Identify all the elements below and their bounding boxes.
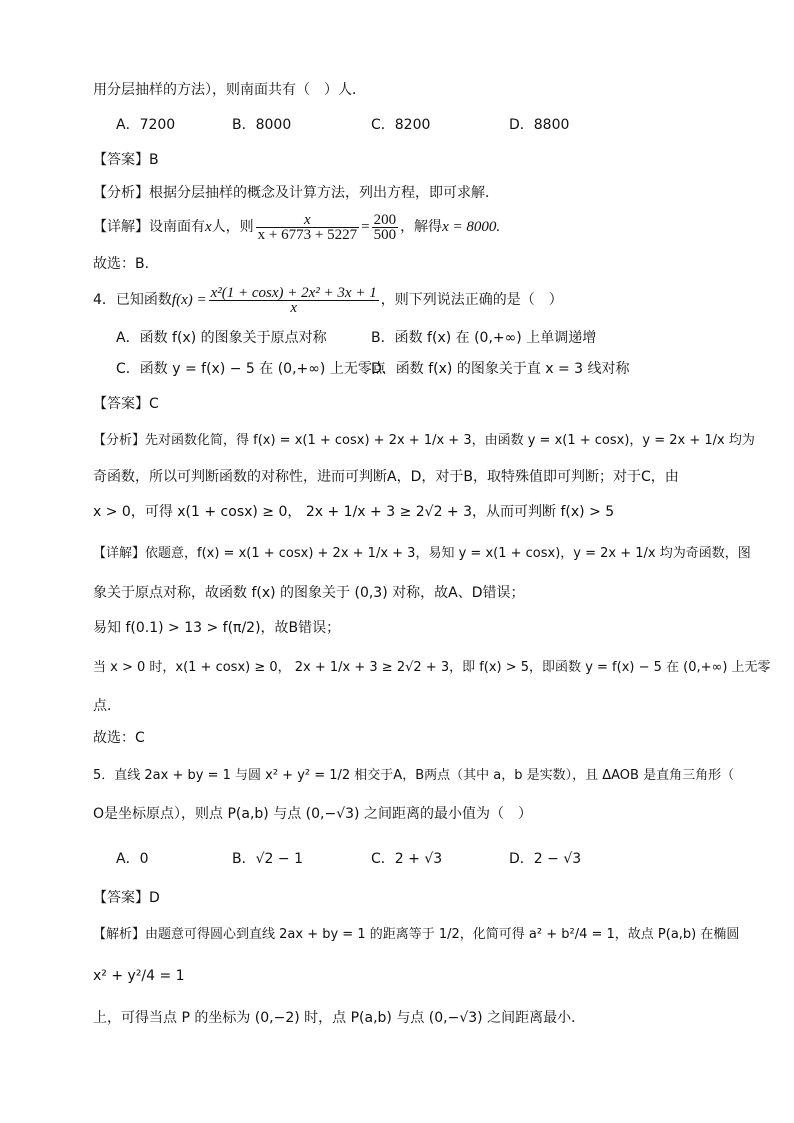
q4-detail-line-4: 当 x > 0 时，x(1 + cosx) ≥ 0， 2x + 1/x + 3 ≥ 2√2 + 3，即 f(x) > 5，即函数 y = f(x) − 5 在 (0,+∞) 上无零 xyxy=(93,660,771,675)
q3-option-d: D．8800 xyxy=(509,117,570,133)
q3-fraction-1-den: x + 6773 + 5227 xyxy=(257,226,358,243)
q4-analysis-line-1: 【分析】先对函数化简，得 f(x) = x(1 + cosx) + 2x + 1/x + 3，由函数 y = x(1 + cosx)，y = 2x + 1/x 均为 xyxy=(93,433,755,448)
q5-option-a: A．0 xyxy=(116,851,149,867)
q4-analysis-line-2: 奇函数，所以可判断函数的对称性，进而可判断A，D，对于B，取特殊值即可判断；对于C，由 xyxy=(93,469,679,485)
q3-answer: 【答案】B xyxy=(93,152,159,168)
q3-option-b: B．8000 xyxy=(232,117,292,133)
q3-option-c: C．8200 xyxy=(371,117,431,133)
q4-stem-fraction-den: x xyxy=(290,299,297,316)
q4-answer: 【答案】C xyxy=(93,396,159,412)
q5-option-c: C．2 + √3 xyxy=(371,851,443,867)
q4-detail-line-2: 象关于原点对称，故函数 f(x) 的图象关于 (0,3) 对称，故A、D错误； xyxy=(93,585,525,601)
q3-choice: 故选：B. xyxy=(93,256,150,272)
q3-stem-tail: 用分层抽样的方法），则南面共有（ ）人． xyxy=(93,82,366,98)
q3-detail-prefix: 【详解】设南面有 xyxy=(93,219,205,235)
q4-stem xyxy=(93,283,563,317)
q5-stem-line-2: O是坐标原点），则点 P(a,b) 与点 (0,−√3) 之间距离的最小值为（ ） xyxy=(93,806,532,822)
q3-fraction-2-num: 200 xyxy=(373,211,397,228)
q4-analysis-line-3: x > 0，可得 x(1 + cosx) ≥ 0， 2x + 1/x + 3 ≥ 2√2 + 3，从而可判断 f(x) > 5 xyxy=(93,504,615,520)
q4-stem-fraction-num: x²(1 + cosx) + 2x² + 3x + 1 xyxy=(210,284,377,301)
q5-answer: 【答案】D xyxy=(93,890,160,906)
q3-fraction-2-den: 500 xyxy=(373,226,397,243)
q4-stem-prefix: 4．已知函数 xyxy=(93,292,172,308)
q5-option-b: B．√2 − 1 xyxy=(232,851,303,867)
q4-stem-suffix: ，则下列说法正确的是（ ） xyxy=(380,292,563,308)
q4-stem-fraction xyxy=(209,286,379,315)
q5-analysis-line-3: 上，可得当点 P 的坐标为 (0,−2) 时，点 P(a,b) 与点 (0,−√3) 之间距离最小． xyxy=(93,1010,586,1026)
q4-option-c: C．函数 y = f(x) − 5 在 (0,+∞) 上无零点 xyxy=(116,361,386,377)
q5-option-d: D．2 − √3 xyxy=(509,851,582,867)
q3-analysis: 【分析】根据分层抽样的概念及计算方法，列出方程，即可求解． xyxy=(93,185,499,201)
q3-fraction-1-num: x xyxy=(256,213,359,228)
q4-option-b: B．函数 f(x) 在 (0,+∞) 上单调递增 xyxy=(371,330,597,346)
q5-analysis-line-1: 【解析】由题意可得圆心到直线 2ax + by = 1 的距离等于 1/2，化简可得 a² + b²/4 = 1，故点 P(a,b) 在椭圆 xyxy=(93,927,740,942)
q4-detail-line-5: 点． xyxy=(93,698,121,714)
q4-choice: 故选：C xyxy=(93,730,145,746)
q4-detail-line-1: 【详解】依题意，f(x) = x(1 + cosx) + 2x + 1/x + 3，易知 y = x(1 + cosx)，y = 2x + 1/x 均为奇函数，图 xyxy=(93,546,751,561)
q4-option-a: A．函数 f(x) 的图象关于原点对称 xyxy=(116,330,327,346)
q3-var-x: x xyxy=(205,219,212,235)
q5-analysis-line-2: x² + y²/4 = 1 xyxy=(93,968,185,984)
q5-stem-line-1: 5．直线 2ax + by = 1 与圆 x² + y² = 1/2 相交于A，B两点（其中 a，b 是实数），且 ΔAOB 是直角三角形（ xyxy=(93,768,735,783)
q3-option-a: A．7200 xyxy=(116,117,176,133)
q3-detail-result: x = 8000. xyxy=(442,219,501,235)
q4-stem-func: f(x) = xyxy=(171,292,207,308)
q3-detail-mid: 人，则 xyxy=(211,219,254,235)
q3-detail: 【详解】设南面有x人，则 $\frac{x}{x + 6773 + 5227}$ = $\frac{200}{500}$ ，解得x = 8000. xyxy=(93,211,501,243)
q4-detail-line-3: 易知 f(0.1) > 13 > f(π/2)，故B错误； xyxy=(93,620,341,636)
q3-fraction-1 xyxy=(256,213,359,242)
q3-detail-suffix: ，解得 xyxy=(400,219,443,235)
q4-option-d: D．函数 f(x) 的图象关于直 x = 3 线对称 xyxy=(371,361,630,377)
q3-fraction-2 xyxy=(372,213,399,242)
